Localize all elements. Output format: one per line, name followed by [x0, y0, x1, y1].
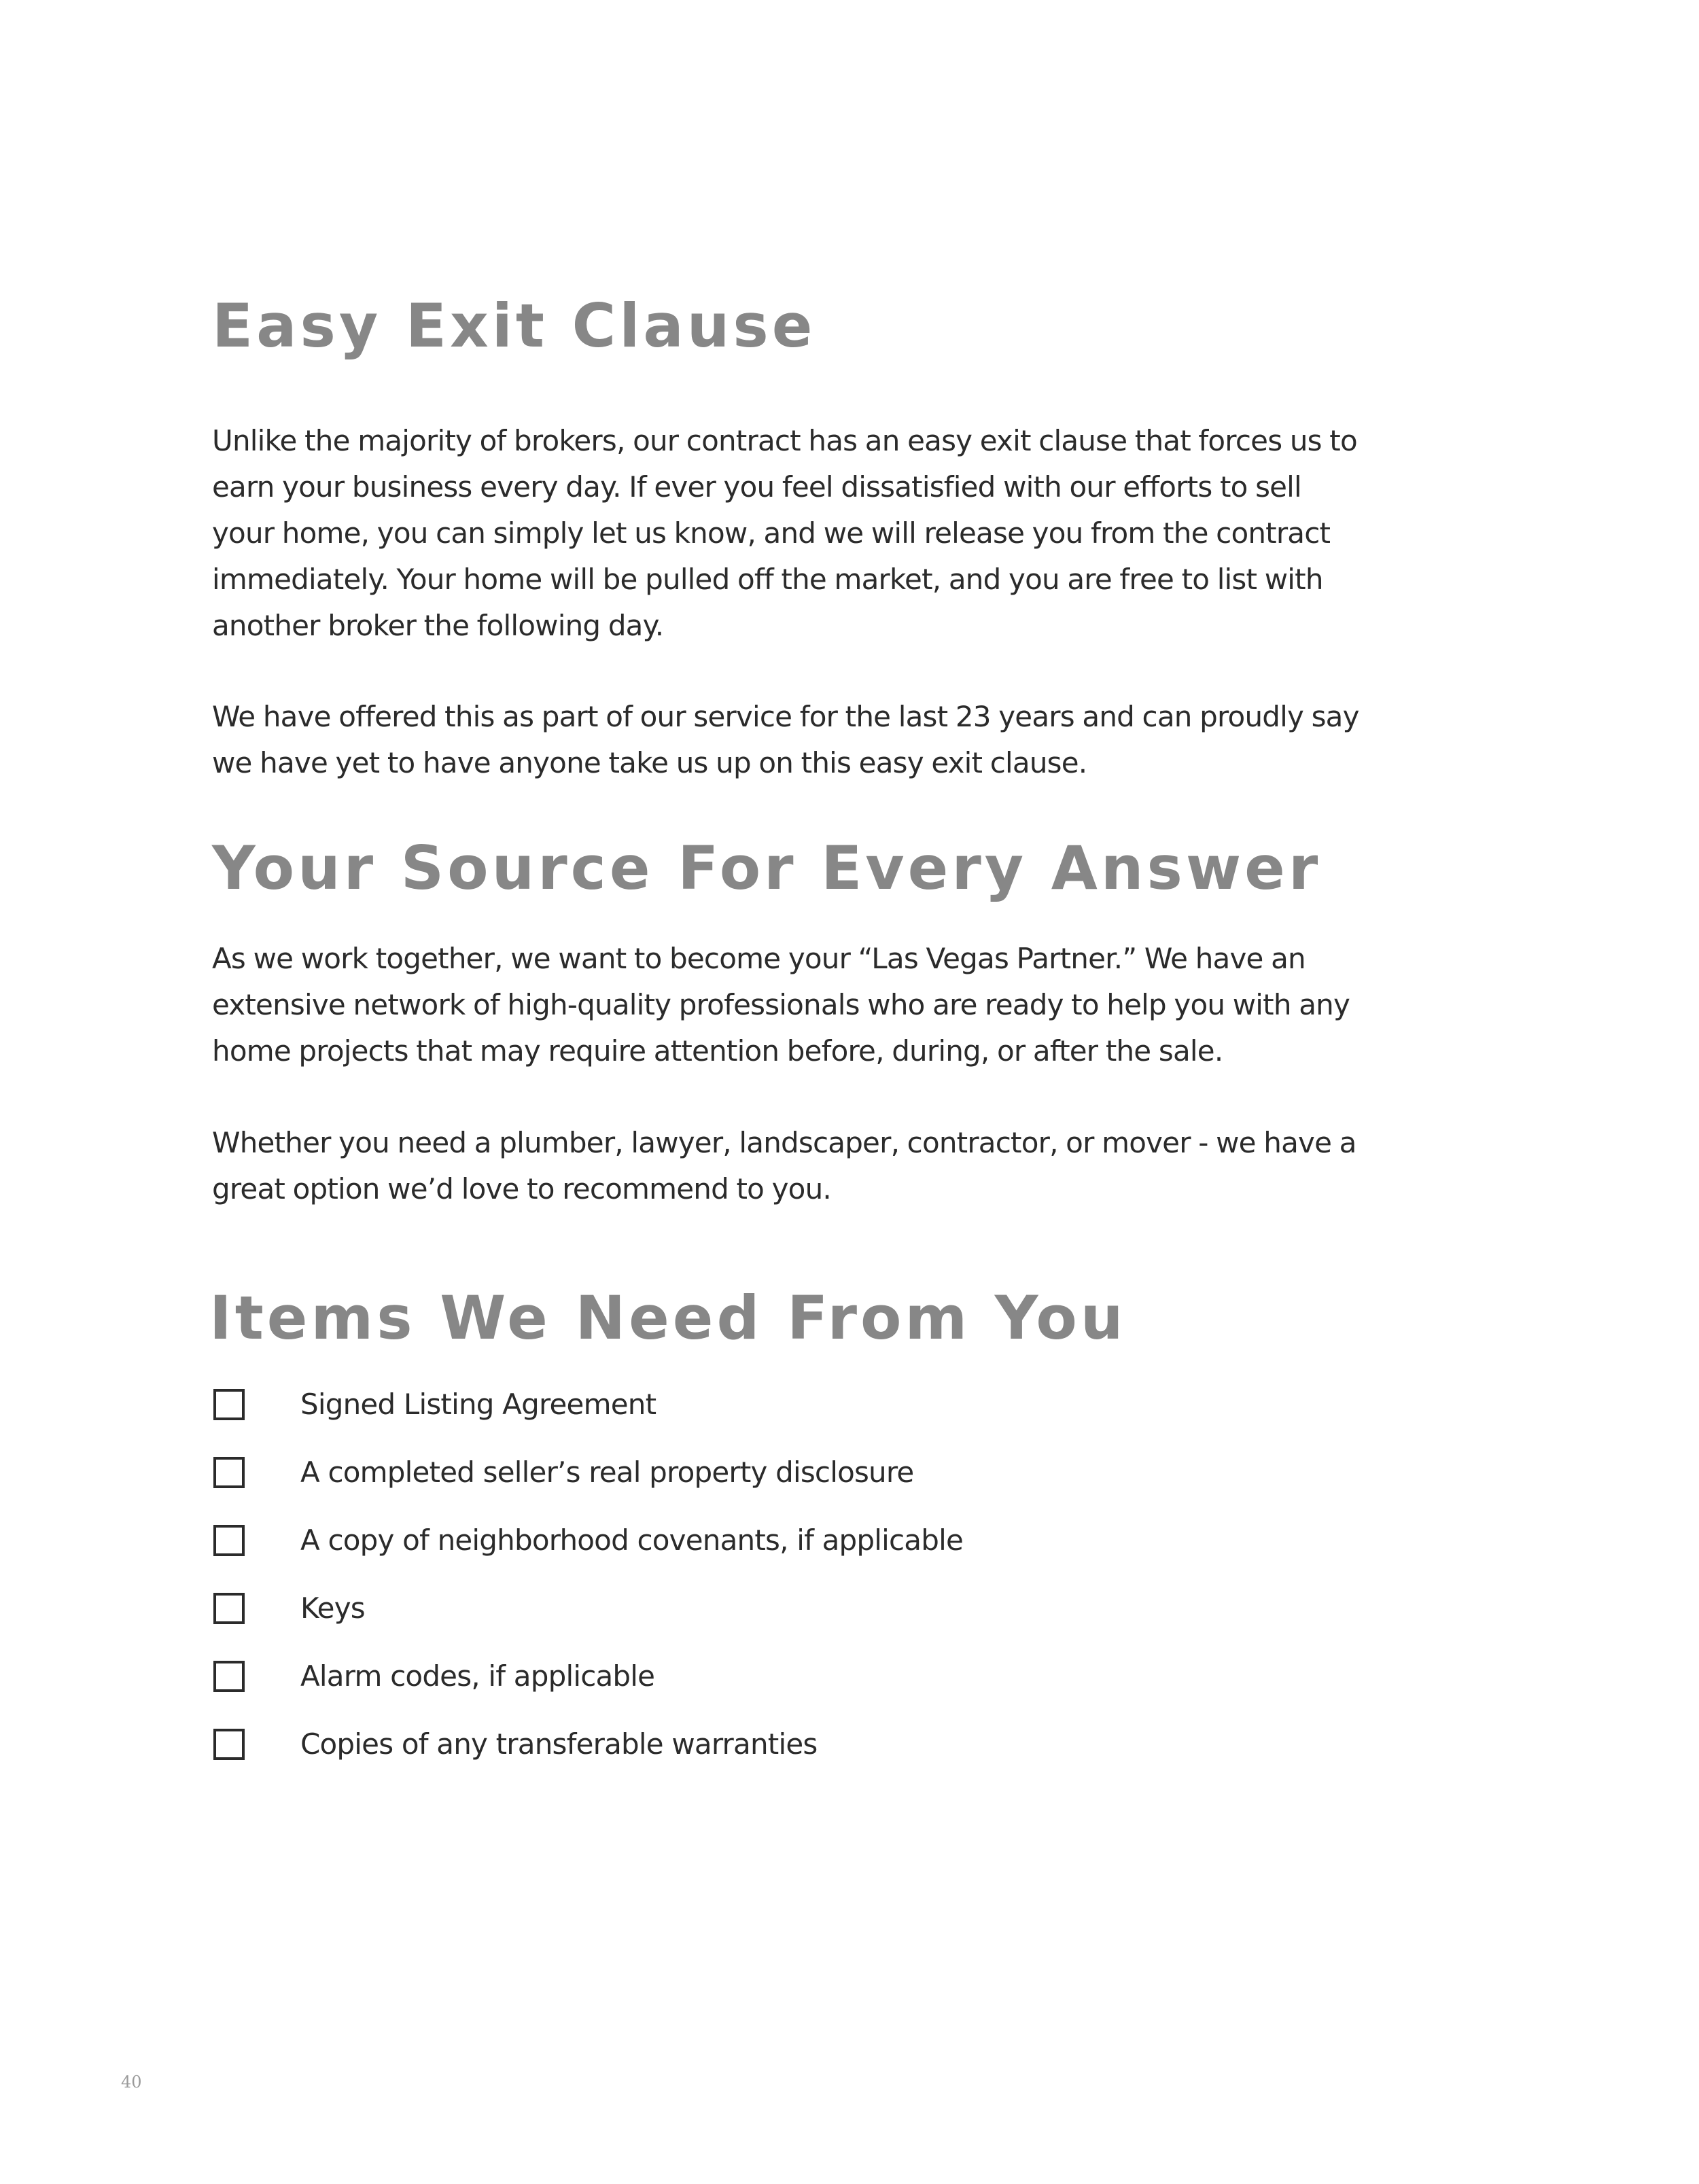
checkbox-signed-listing-agreement[interactable]: [213, 1389, 245, 1420]
checkbox-keys[interactable]: [213, 1593, 245, 1624]
checklist-item: [213, 1518, 963, 1586]
checklist-item-label: Alarm codes, if applicable: [300, 1659, 655, 1693]
checklist-item-label: Copies of any transferable warranties: [300, 1727, 818, 1761]
checklist-item: [213, 1450, 963, 1518]
checklist-item-label: Keys: [300, 1591, 365, 1625]
paragraph-easy-exit-1: Unlike the majority of brokers, our contract has an easy exit clause that forces us to earn your business every day. If ever you feel dissatisfied with our efforts to sell your home, you can simply let us know, and we will release you from the contract immediately. Your home will be pulled off the market, and you are free to list with another broker the following day.: [212, 424, 1357, 642]
page-number: 40: [121, 2073, 142, 2092]
checklist-item: [213, 1382, 963, 1450]
checklist-item-label: A completed seller’s real property disclosure: [300, 1456, 914, 1489]
checkbox-transferable-warranties[interactable]: [213, 1729, 245, 1760]
checklist-item-label: Signed Listing Agreement: [300, 1388, 656, 1421]
items-checklist: [213, 1382, 963, 1790]
checklist-item: [213, 1586, 963, 1654]
paragraph-your-source-1: As we work together, we want to become your “Las Vegas Partner.” We have an extensive network of high-quality professionals who are ready to help you with any home projects that may require attention before, during, or after the sale.: [212, 942, 1350, 1068]
checkbox-alarm-codes[interactable]: [213, 1661, 245, 1692]
checklist-item-label: A copy of neighborhood covenants, if applicable: [300, 1523, 963, 1557]
checklist-item: [213, 1722, 963, 1790]
checkbox-seller-disclosure[interactable]: [213, 1457, 245, 1488]
heading-your-source: Your Source For Every Answer: [212, 833, 1322, 903]
paragraph-your-source-2: Whether you need a plumber, lawyer, landscaper, contractor, or mover - we have a great option we’d love to recommend to you.: [212, 1126, 1356, 1205]
heading-easy-exit-clause: Easy Exit Clause: [212, 291, 816, 361]
checklist-item: [213, 1654, 963, 1722]
paragraph-easy-exit-2: We have offered this as part of our service for the last 23 years and can proudly say we have yet to have anyone take us up on this easy exit clause.: [212, 700, 1359, 779]
heading-items-we-need: Items We Need From You: [209, 1283, 1127, 1353]
checkbox-neighborhood-covenants[interactable]: [213, 1525, 245, 1556]
